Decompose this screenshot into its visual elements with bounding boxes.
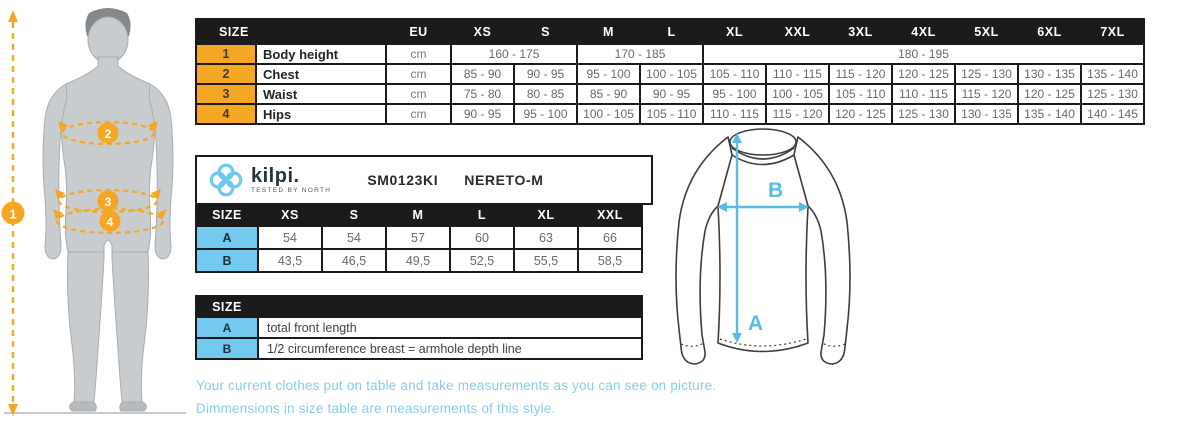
table-row-chest xyxy=(196,64,1144,84)
header-cell-6xl: 6XL xyxy=(1018,19,1081,44)
header-cell-3xl: 3XL xyxy=(829,19,892,44)
shirt-label-b: B xyxy=(768,179,784,202)
header-cell-xl: XL xyxy=(514,204,578,226)
dimension-description: 1/2 circumference breast = armhole depth line xyxy=(258,338,642,359)
range-cell: 115 - 120 xyxy=(829,64,892,84)
header-cell-m: M xyxy=(386,204,450,226)
measurement-label-cell: Waist xyxy=(256,84,386,104)
value-cell: 54 xyxy=(258,226,322,249)
table-row-waist xyxy=(196,84,1144,104)
value-cell: 52,5 xyxy=(450,249,514,272)
measure-badge-waist xyxy=(98,191,119,212)
value-cell: 66 xyxy=(578,226,642,249)
range-cell: 90 - 95 xyxy=(640,84,703,104)
human-figure-illustration xyxy=(0,0,190,436)
range-cell: 110 - 115 xyxy=(703,104,766,124)
range-cell: 120 - 125 xyxy=(829,104,892,124)
table-header-row xyxy=(196,19,1144,44)
range-cell: 80 - 85 xyxy=(514,84,577,104)
range-cell: 125 - 130 xyxy=(1081,84,1144,104)
note-line: Your current clothes put on table and take measurements as you can see on picture. xyxy=(196,378,717,393)
unit-cell: cm xyxy=(386,44,451,64)
header-cell-xxl: XXL xyxy=(578,204,642,226)
table-header-row xyxy=(196,296,642,317)
measurement-label-cell: Body height xyxy=(256,44,386,64)
header-cell-size: SIZE xyxy=(196,296,258,317)
measurement-label-cell: Chest xyxy=(256,64,386,84)
product-code: SM0123KI xyxy=(367,172,439,188)
arrow-up-icon xyxy=(8,10,18,22)
header-cell-l: L xyxy=(640,19,703,44)
table-row-body-height xyxy=(196,44,1144,64)
header-cell-size: SIZE xyxy=(196,204,258,226)
left-leg xyxy=(68,252,105,402)
value-cell: 63 xyxy=(514,226,578,249)
table-row-a xyxy=(196,317,642,338)
value-cell: 60 xyxy=(450,226,514,249)
header-cell-xl: XL xyxy=(703,19,766,44)
shirt-diagram xyxy=(648,127,968,373)
range-cell: 85 - 90 xyxy=(577,84,640,104)
range-cell: 140 - 145 xyxy=(1081,104,1144,124)
range-cell: 130 - 135 xyxy=(1018,64,1081,84)
badge-label: 3 xyxy=(104,195,112,209)
measure-badge-chest xyxy=(98,123,119,144)
range-cell: 85 - 90 xyxy=(451,64,514,84)
unit-cell: cm xyxy=(386,84,451,104)
header-cell-xs: XS xyxy=(451,19,514,44)
header-cell-xxl: XXL xyxy=(766,19,829,44)
measurement-legend-table xyxy=(195,295,643,360)
badge-label: 2 xyxy=(104,127,112,141)
range-cell: 125 - 130 xyxy=(892,104,955,124)
header-cell-s: S xyxy=(514,19,577,44)
left-foot xyxy=(70,402,97,411)
range-cell: 95 - 100 xyxy=(514,104,577,124)
range-cell: 90 - 95 xyxy=(451,104,514,124)
range-cell: 135 - 140 xyxy=(1018,104,1081,124)
range-cell: 105 - 110 xyxy=(829,84,892,104)
value-cell: 49,5 xyxy=(386,249,450,272)
header-cell-m: M xyxy=(577,19,640,44)
range-cell: 130 - 135 xyxy=(955,104,1018,124)
range-cell: 95 - 100 xyxy=(703,84,766,104)
right-arm xyxy=(149,84,173,259)
range-cell: 115 - 120 xyxy=(766,104,829,124)
value-cell: 43,5 xyxy=(258,249,322,272)
range-cell: 120 - 125 xyxy=(1018,84,1081,104)
range-cell: 95 - 100 xyxy=(577,64,640,84)
brand-block xyxy=(251,166,331,194)
range-cell: 125 - 130 xyxy=(955,64,1018,84)
header-cell-s: S xyxy=(322,204,386,226)
range-cell: 105 - 110 xyxy=(703,64,766,84)
left-arm xyxy=(43,84,67,259)
range-cell: 100 - 105 xyxy=(766,84,829,104)
unit-cell: cm xyxy=(386,64,451,84)
product-size-table xyxy=(195,203,643,273)
product-name: NERETO-M xyxy=(464,172,544,188)
range-cell: 90 - 95 xyxy=(514,64,577,84)
range-cell: 115 - 120 xyxy=(955,84,1018,104)
face xyxy=(88,17,128,63)
range-cell: 135 - 140 xyxy=(1081,64,1144,84)
kilpi-logo-icon xyxy=(207,161,245,199)
header-cell-5xl: 5XL xyxy=(955,19,1018,44)
arrow-down-icon xyxy=(8,404,18,416)
dimension-label-cell: B xyxy=(196,249,258,272)
dimension-description: total front length xyxy=(258,317,642,338)
badge-label: 1 xyxy=(9,206,17,222)
range-cell: 75 - 80 xyxy=(451,84,514,104)
range-cell: 160 - 175 xyxy=(451,44,577,64)
table-header-row xyxy=(196,204,642,226)
row-number-cell: 4 xyxy=(196,104,256,124)
header-cell-4xl: 4XL xyxy=(892,19,955,44)
dimension-label-cell: B xyxy=(196,338,258,359)
value-cell: 55,5 xyxy=(514,249,578,272)
table-row-b xyxy=(196,338,642,359)
measure-badge-height xyxy=(2,202,25,225)
right-leg xyxy=(112,252,149,402)
table-row-a xyxy=(196,226,642,249)
value-cell: 46,5 xyxy=(322,249,386,272)
dimension-label-cell: A xyxy=(196,317,258,338)
row-number-cell: 2 xyxy=(196,64,256,84)
measurement-notes xyxy=(196,374,716,420)
value-cell: 54 xyxy=(322,226,386,249)
range-cell: 100 - 105 xyxy=(640,64,703,84)
table-row-hips xyxy=(196,104,1144,124)
range-cell: 110 - 115 xyxy=(766,64,829,84)
range-cell: 170 - 185 xyxy=(577,44,703,64)
note-line: Dimmensions in size table are measurements of this style. xyxy=(196,401,556,416)
range-cell: 100 - 105 xyxy=(577,104,640,124)
brand-tagline: TESTED BY NORTH xyxy=(251,187,332,194)
header-cell-eu: EU xyxy=(386,19,451,44)
badge-label: 4 xyxy=(106,215,114,229)
value-cell: 57 xyxy=(386,226,450,249)
row-number-cell: 1 xyxy=(196,44,256,64)
range-cell: 180 - 195 xyxy=(703,44,1144,64)
product-header-box xyxy=(195,155,653,205)
row-number-cell: 3 xyxy=(196,84,256,104)
value-cell: 58,5 xyxy=(578,249,642,272)
brand-name: kilpi. xyxy=(251,165,300,187)
measure-badge-hips xyxy=(100,211,121,232)
body-size-table xyxy=(195,18,1145,125)
header-cell-empty xyxy=(258,296,642,317)
header-cell-l: L xyxy=(450,204,514,226)
range-cell: 110 - 115 xyxy=(892,84,955,104)
measurement-label-cell: Hips xyxy=(256,104,386,124)
shirt-label-a: A xyxy=(748,312,764,335)
unit-cell: cm xyxy=(386,104,451,124)
table-row-b xyxy=(196,249,642,272)
right-foot xyxy=(120,402,147,411)
header-cell-7xl: 7XL xyxy=(1081,19,1144,44)
range-cell: 105 - 110 xyxy=(640,104,703,124)
range-cell: 120 - 125 xyxy=(892,64,955,84)
header-cell-size: SIZE xyxy=(196,19,386,44)
header-cell-xs: XS xyxy=(258,204,322,226)
dimension-label-cell: A xyxy=(196,226,258,249)
